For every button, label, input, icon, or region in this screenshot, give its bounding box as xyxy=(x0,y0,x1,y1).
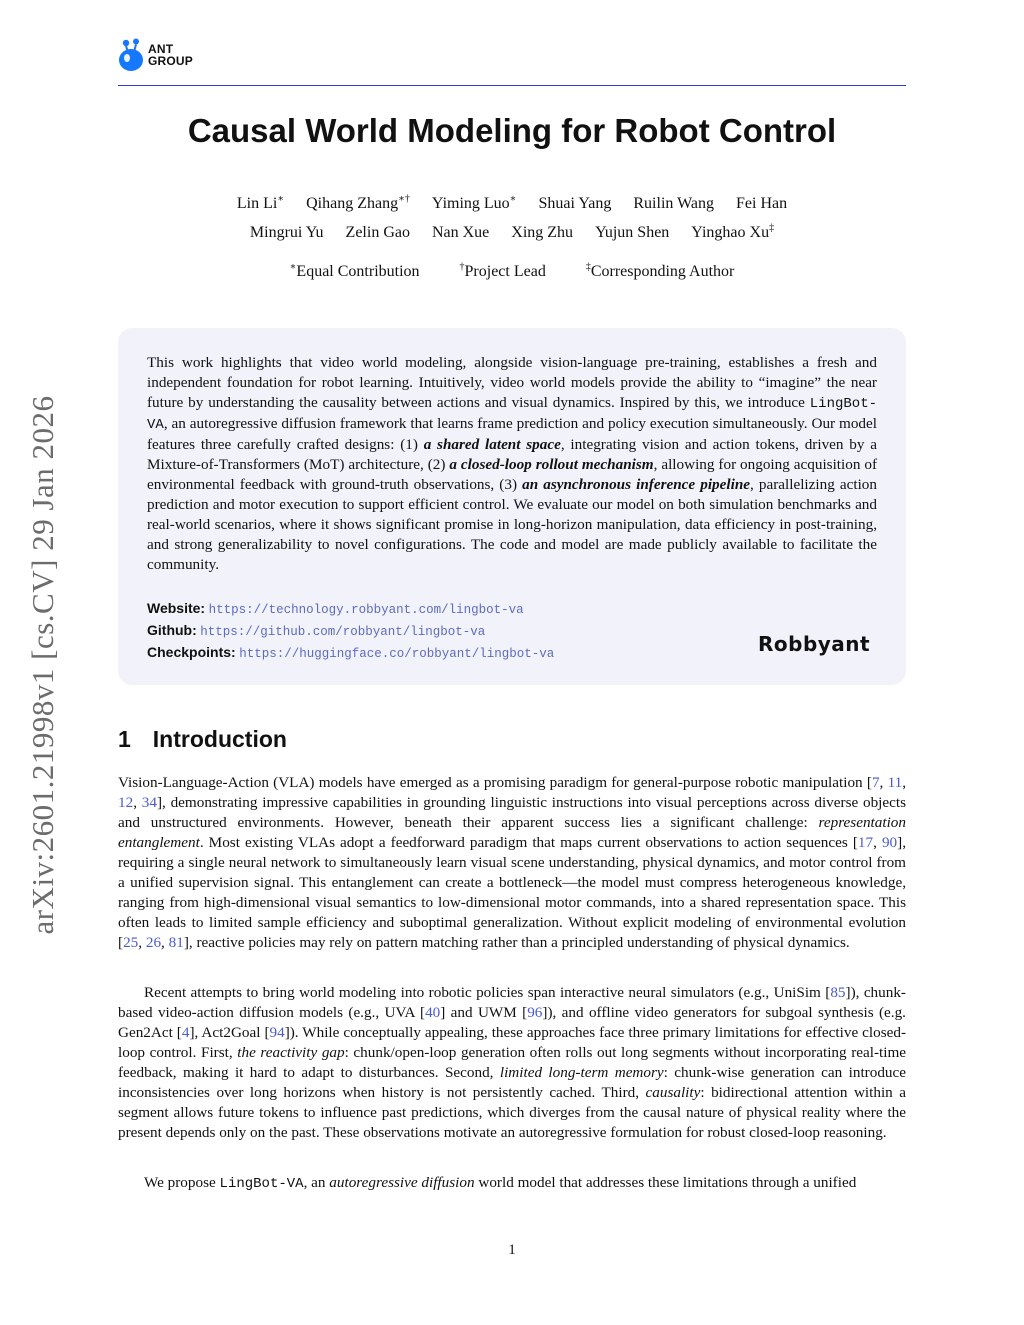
design-1: a shared latent space xyxy=(423,436,561,453)
model-name: LingBot-VA xyxy=(219,1176,304,1192)
author: Yujun Shen xyxy=(595,224,670,242)
citation[interactable]: 7 xyxy=(871,774,880,791)
author: Yinghao Xu‡ xyxy=(691,223,775,242)
citation[interactable]: 26 xyxy=(145,934,162,951)
citation[interactable]: 90 xyxy=(881,834,898,851)
author: Yiming Luo∗ xyxy=(431,194,517,213)
model-name: LingBot-VA xyxy=(147,396,877,433)
author: Qihang Zhang∗† xyxy=(306,194,410,213)
note-corresponding-author: ‡Corresponding Author xyxy=(585,262,735,281)
intro-paragraph-1: Vision-Language-Action (VLA) models have emerged as a promising paradigm for general-purpose robotic manipulation [7, 11, 12, 34], demonstrating impressive capabilities in grounding linguistic instructions into visual perceptions across diverse objects and unstructured environments. However, beneath their apparent success lies a significant challenge: representation entanglement. Most existing VLAs adopt a feedforward paradigm that maps current observations to action sequences [17, 90], requiring a single neural network to simultaneously learn visual scene understanding, physical dynamics, and motor control from a unified supervision signal. This entanglement can create a bottleneck—the model must compress heterogeneous knowledge, ranging from high-dimensional visual semantics to low-dimensional motor commands, into a shared representation space. This often leads to limited sample efficiency and suboptimal generalization. Without explicit modeling of environmental evolution [25, 26, 81], reactive policies may rely on pattern matching rather than a principled understanding of physical dynamics. xyxy=(118,774,907,951)
checkpoints-link[interactable]: https://huggingface.co/robbyant/lingbot-va xyxy=(239,647,555,661)
citation[interactable]: 96 xyxy=(527,1004,543,1021)
author-row-1 xyxy=(0,194,1024,213)
author: Mingrui Yu xyxy=(249,224,324,242)
ant-mascot-icon xyxy=(118,38,145,72)
author: Ruilin Wang xyxy=(633,195,715,213)
author: Xing Zhu xyxy=(511,224,574,242)
paper-title: Causal World Modeling for Robot Control xyxy=(187,112,837,149)
author: Shuai Yang xyxy=(538,195,612,213)
note-equal-contribution: ∗Equal Contribution xyxy=(289,262,420,281)
website-link[interactable]: https://technology.robbyant.com/lingbot-va xyxy=(208,603,524,617)
citation[interactable]: 4 xyxy=(181,1024,190,1041)
robbyant-logo: Robbyant xyxy=(758,632,871,656)
citation[interactable]: 40 xyxy=(425,1004,441,1021)
abstract-text: This work highlights that video world modeling, alongside vision-language pre-training, establishes a fresh and independent foundation for robot learning. Intuitively, video world models provide the ability to “imagine” the near future by understanding the causality between actions and visual dynamics. Inspired by this, we introduce LingBot-VA, an autoregressive diffusion framework that learns frame prediction and policy execution simultaneously. Our model features three carefully crafted designs: (1) a shared latent space, integrating vision and action tokens, driven by a Mixture-of-Transformers (MoT) architecture, (2) a closed-loop rollout mechanism, allowing for ongoing acquisition of environmental feedback with ground-truth observations, (3) an asynchronous inference pipeline, parallelizing action prediction and motor execution to support efficient control. We evaluate our model on both simulation benchmarks and real-world scenarios, where it shows significant promise in long-horizon manipulation, data efficiency in post-training, and strong generalizability to novel configurations. The code and model are made publicly available to facilitate the community. xyxy=(147,354,878,573)
citation[interactable]: 85 xyxy=(830,984,846,1001)
design-3: an asynchronous inference pipeline xyxy=(522,476,751,493)
author: Fei Han xyxy=(736,195,788,213)
github-link-row: Github: https://github.com/robbyant/lingbot-va xyxy=(147,622,486,639)
citation[interactable]: 25 xyxy=(123,934,139,951)
author: Nan Xue xyxy=(431,224,490,242)
section-heading-introduction: 1 Introduction xyxy=(118,726,287,752)
citation[interactable]: 34 xyxy=(141,794,157,811)
intro-paragraph-3: We propose LingBot-VA, an autoregressive diffusion world model that addresses these limitations through a unified xyxy=(144,1174,857,1192)
citation[interactable]: 11 xyxy=(887,774,903,791)
logo-line-1: ANT xyxy=(148,42,174,56)
citation[interactable]: 81 xyxy=(168,934,184,951)
logo-wordmark xyxy=(148,43,193,67)
citation[interactable]: 12 xyxy=(118,794,134,811)
note-project-lead: †Project Lead xyxy=(459,262,546,281)
website-link-row: Website: https://technology.robbyant.com/lingbot-va xyxy=(147,600,524,617)
author: Lin Li∗ xyxy=(236,194,285,213)
arxiv-stamp: arXiv:2601.21998v1 [cs.CV] 29 Jan 2026 xyxy=(25,395,60,935)
resource-links xyxy=(147,598,554,664)
checkpoints-link-row: Checkpoints: https://huggingface.co/robbyant/lingbot-va xyxy=(147,644,555,661)
ant-group-logo xyxy=(118,38,193,72)
github-link[interactable]: https://github.com/robbyant/lingbot-va xyxy=(200,625,486,639)
author-notes xyxy=(0,262,1024,281)
header-rule xyxy=(118,85,906,86)
intro-paragraph-2: Recent attempts to bring world modeling into robotic policies span interactive neural simulators (e.g., UniSim [85]), chunk-based video-action diffusion models (e.g., UVA [40] and UWM [96]), and offline video generators for subgoal synthesis (e.g. Gen2Act [4], Act2Goal [94]). While conceptually appealing, these approaches face three primary limitations for effective closed-loop control. First, the reactivity gap: chunk/open-loop generation often rolls out long segments without incorporating real-time feedback, making it hard to adapt to disturbances. Second, limited long-term memory: chunk-wise generation can introduce inconsistencies over long horizons when history is not persistently cached. Third, causality: bidirectional attention within a segment allows future tokens to influence past predictions, which diverges from the causal nature of physical reality where the present depends only on the past. These observations motivate an autoregressive formulation for robust closed-loop reasoning. xyxy=(118,984,907,1141)
logo-line-2: GROUP xyxy=(148,54,194,68)
author-row-2 xyxy=(0,223,1024,242)
author: Zelin Gao xyxy=(345,224,410,242)
citation[interactable]: 94 xyxy=(269,1024,285,1041)
page-number: 1 xyxy=(508,1242,516,1258)
design-2: a closed-loop rollout mechanism xyxy=(449,456,654,473)
citation[interactable]: 17 xyxy=(857,834,874,851)
